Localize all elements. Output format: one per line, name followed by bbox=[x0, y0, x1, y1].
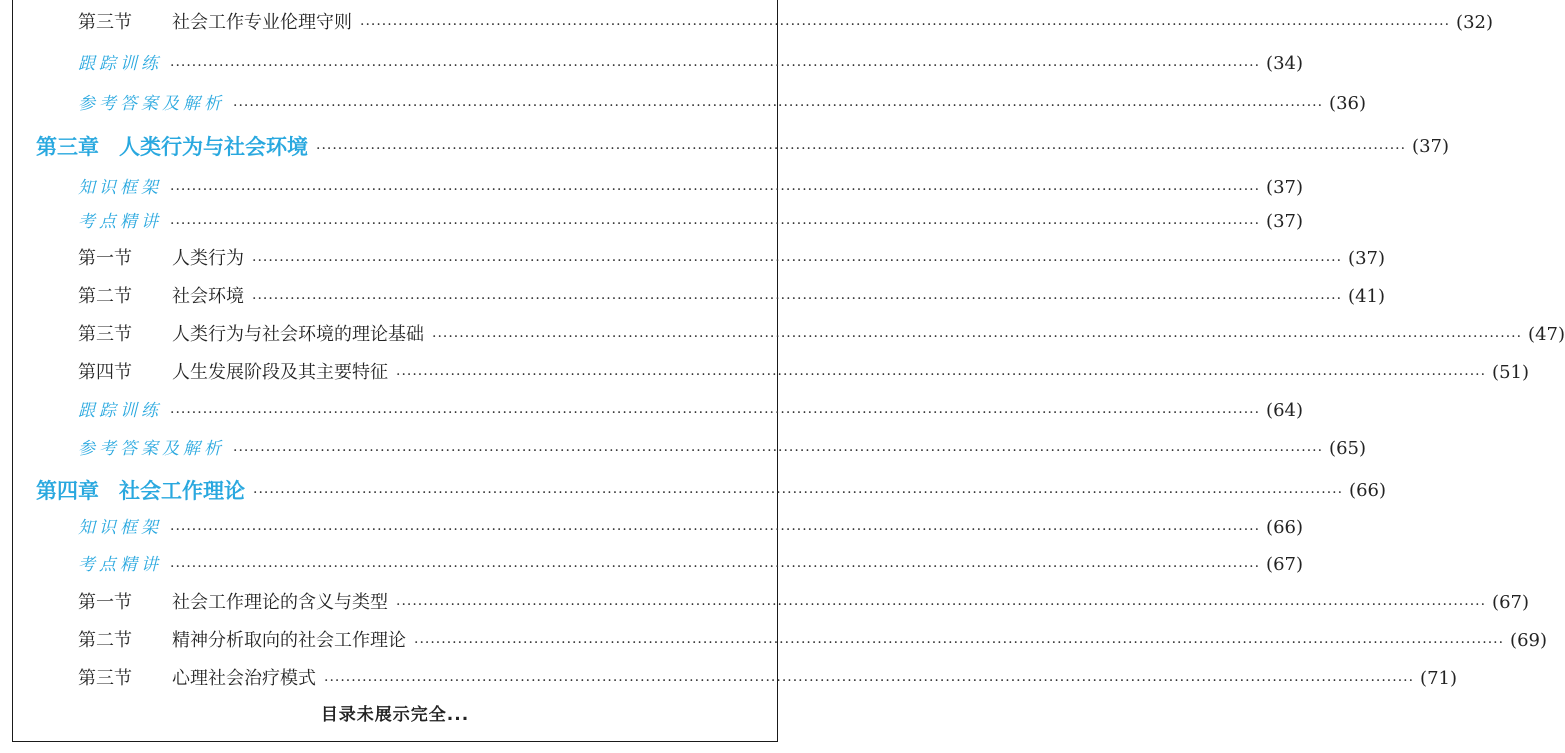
entry-heading bbox=[78, 282, 244, 312]
entry-heading bbox=[78, 664, 316, 694]
dot-leader: ········································································································································································································ bbox=[432, 329, 1523, 345]
entry-title: 知识框架 bbox=[78, 518, 162, 538]
page-number: (34) bbox=[1266, 53, 1303, 74]
toc-aux-entry[interactable] bbox=[78, 434, 1366, 464]
toc-incomplete-note: 目录未展示完全... bbox=[320, 705, 470, 725]
entry-number: 第三节 bbox=[78, 668, 132, 689]
dot-leader: ········································································································································································································ bbox=[324, 673, 1415, 689]
entry-heading bbox=[78, 89, 225, 119]
dot-leader: ········································································································································································································ bbox=[396, 367, 1487, 383]
toc-aux-entry[interactable] bbox=[78, 207, 1303, 237]
dot-leader: ········································································································································································································ bbox=[233, 443, 1324, 459]
entry-title: 人生发展阶段及其主要特征 bbox=[172, 362, 388, 383]
page-number: (37) bbox=[1266, 177, 1303, 198]
toc-section-entry[interactable] bbox=[78, 282, 1385, 312]
entry-number: 第三节 bbox=[78, 324, 132, 345]
dot-leader: ········································································································································································································ bbox=[396, 597, 1487, 613]
entry-heading bbox=[78, 588, 388, 618]
toc-chapter-entry[interactable] bbox=[36, 476, 1386, 506]
page-number: (67) bbox=[1492, 592, 1529, 613]
page-number: (37) bbox=[1412, 136, 1449, 157]
entry-heading bbox=[78, 8, 352, 38]
entry-title: 人类行为与社会环境的理论基础 bbox=[172, 324, 424, 345]
toc-aux-entry[interactable] bbox=[78, 550, 1303, 580]
dot-leader: ········································································································································································································ bbox=[316, 141, 1407, 157]
entry-heading bbox=[78, 207, 162, 237]
entry-heading bbox=[78, 626, 406, 656]
entry-heading bbox=[78, 320, 424, 350]
dot-leader: ········································································································································································································ bbox=[252, 253, 1343, 269]
entry-title: 精神分析取向的社会工作理论 bbox=[172, 630, 406, 651]
entry-number: 第一节 bbox=[78, 592, 132, 613]
toc-aux-entry[interactable] bbox=[78, 89, 1366, 119]
toc-section-entry[interactable] bbox=[78, 8, 1493, 38]
dot-leader: ········································································································································································································ bbox=[170, 58, 1261, 74]
entry-heading bbox=[78, 513, 162, 543]
toc-aux-entry[interactable] bbox=[78, 396, 1303, 426]
page-number: (32) bbox=[1456, 12, 1493, 33]
entry-title: 知识框架 bbox=[78, 178, 162, 198]
entry-number: 第三节 bbox=[78, 12, 132, 33]
page-number: (37) bbox=[1266, 211, 1303, 232]
page-number: (37) bbox=[1348, 248, 1385, 269]
dot-leader: ········································································································································································································ bbox=[170, 522, 1261, 538]
toc-aux-entry[interactable] bbox=[78, 173, 1303, 203]
page-number: (67) bbox=[1266, 554, 1303, 575]
entry-title: 考点精讲 bbox=[78, 555, 162, 575]
dot-leader: ········································································································································································································ bbox=[233, 98, 1324, 114]
entry-title: 参考答案及解析 bbox=[78, 439, 225, 459]
page-number: (47) bbox=[1528, 324, 1565, 345]
toc-aux-entry[interactable] bbox=[78, 513, 1303, 543]
entry-title: 人类行为 bbox=[172, 248, 244, 269]
entry-number: 第二节 bbox=[78, 630, 132, 651]
entry-heading bbox=[78, 49, 162, 79]
dot-leader: ········································································································································································································ bbox=[170, 182, 1261, 198]
entry-number: 第四节 bbox=[78, 362, 132, 383]
entry-title: 跟踪训练 bbox=[78, 401, 162, 421]
entry-title: 考点精讲 bbox=[78, 212, 162, 232]
entry-heading bbox=[78, 358, 388, 388]
page-number: (66) bbox=[1266, 517, 1303, 538]
page-number: (36) bbox=[1329, 93, 1366, 114]
entry-number: 第二节 bbox=[78, 286, 132, 307]
toc-aux-entry[interactable] bbox=[78, 49, 1303, 79]
entry-heading bbox=[36, 132, 308, 162]
dot-leader: ········································································································································································································ bbox=[170, 405, 1261, 421]
page-number: (71) bbox=[1420, 668, 1457, 689]
page-number: (51) bbox=[1492, 362, 1529, 383]
entry-title: 社会工作专业伦理守则 bbox=[172, 12, 352, 33]
entry-title: 社会工作理论的含义与类型 bbox=[172, 592, 388, 613]
entry-title: 社会环境 bbox=[172, 286, 244, 307]
page-number: (41) bbox=[1348, 286, 1385, 307]
dot-leader: ········································································································································································································ bbox=[253, 485, 1344, 501]
entry-heading bbox=[78, 173, 162, 203]
entry-heading bbox=[78, 434, 225, 464]
dot-leader: ········································································································································································································ bbox=[170, 216, 1261, 232]
entry-number: 第四章 bbox=[36, 479, 99, 503]
page-number: (66) bbox=[1349, 480, 1386, 501]
entry-heading bbox=[78, 550, 162, 580]
toc-section-entry[interactable] bbox=[78, 588, 1529, 618]
page-number: (64) bbox=[1266, 400, 1303, 421]
dot-leader: ········································································································································································································ bbox=[252, 291, 1343, 307]
entry-title: 跟踪训练 bbox=[78, 54, 162, 74]
dot-leader: ········································································································································································································ bbox=[170, 559, 1261, 575]
toc-section-entry[interactable] bbox=[78, 626, 1547, 656]
page-number: (69) bbox=[1510, 630, 1547, 651]
entry-title: 心理社会治疗模式 bbox=[172, 668, 316, 689]
entry-title: 参考答案及解析 bbox=[78, 94, 225, 114]
toc-section-entry[interactable] bbox=[78, 320, 1565, 350]
dot-leader: ········································································································································································································ bbox=[360, 17, 1451, 33]
entry-number: 第一节 bbox=[78, 248, 132, 269]
entry-heading bbox=[78, 244, 244, 274]
entry-number: 第三章 bbox=[36, 135, 99, 159]
dot-leader: ········································································································································································································ bbox=[414, 635, 1505, 651]
entry-heading bbox=[78, 396, 162, 426]
entry-title: 人类行为与社会环境 bbox=[119, 135, 308, 159]
toc-section-entry[interactable] bbox=[78, 664, 1457, 694]
toc-section-entry[interactable] bbox=[78, 358, 1529, 388]
entry-title: 社会工作理论 bbox=[119, 479, 245, 503]
toc-chapter-entry[interactable] bbox=[36, 132, 1449, 162]
entry-heading bbox=[36, 476, 245, 506]
page-number: (65) bbox=[1329, 438, 1366, 459]
toc-section-entry[interactable] bbox=[78, 244, 1385, 274]
